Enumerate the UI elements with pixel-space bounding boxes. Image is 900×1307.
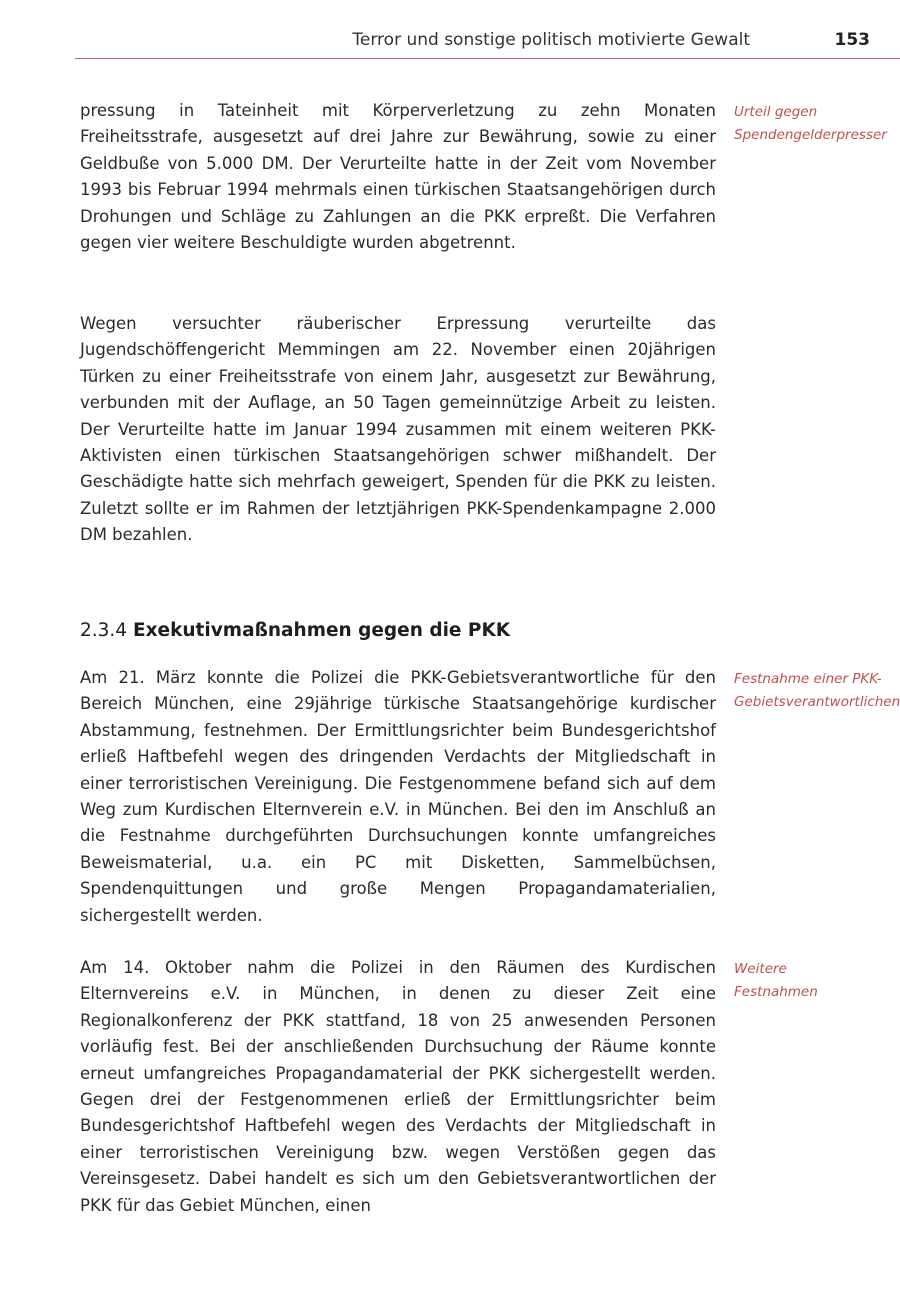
margin-note-further-arrests: Weitere Festnahmen (734, 961, 818, 1000)
margin-note-verdict: Urteil gegen Spendengelderpresser (734, 104, 887, 143)
section-title: Exekutivmaßnahmen gegen die PKK (132, 620, 511, 641)
paragraph-verdict-extortion: pressung in Tateinheit mit Körperverletzung zu zehn Monaten Freiheitsstrafe, ausgesetzt auf drei Jahre zur Bewährung, sowie zu einer Geldbuße von 5.000 DM. Der Verurteilte hatte in der Zeit vom November 1993 bis Februar 1994 mehrmals einen türkischen Staatsangehörigen durch Drohungen und Schläge zu Zahlungen an die PKK erpreßt. Die Verfahren gegen vier weitere Beschuldigte wurden abgetrennt. (80, 101, 716, 253)
section-number: 2.3.4 (80, 620, 128, 641)
margin-note-arrest: Festnahme einer PKK-Gebietsverantwortlichen (734, 671, 900, 710)
header-divider (75, 58, 900, 59)
paragraph-robbery-verdict: Wegen versuchter räuberischer Erpressung verurteilte das Jugendschöffengericht Memmingen am 22. November einen 20jährigen Türken zu einer Freiheitsstrafe von einem Jahr, ausgesetzt zur Bewährung, verbunden mit der Auflage, an 50 Tagen gemeinnützige Arbeit zu leisten. Der Verurteilte hatte im Januar 1994 zusammen mit einem weiteren PKK-Aktivisten einen türkischen Staatsangehörigen schwer mißhandelt. Der Geschädigte hatte sich mehrfach geweigert, Spenden für die PKK zu leisten. Zuletzt sollte er im Rahmen der letztjährigen PKK-Spendenkampagne 2.000 DM bezahlen. (80, 314, 716, 545)
section-heading (80, 620, 510, 641)
page-number: 153 (834, 30, 870, 50)
running-header-title: Terror und sonstige politisch motivierte Gewalt (352, 30, 750, 50)
paragraph-arrests-october: Am 14. Oktober nahm die Polizei in den Räumen des Kurdischen Elternvereins e.V. in München, in denen zu dieser Zeit eine Regionalkonferenz der PKK stattfand, 18 von 25 anwesenden Personen vorläufig fest. Bei der anschließenden Durchsuchung der Räume konnte erneut umfangreiches Propagandamaterial der PKK sichergestellt werden. Gegen drei der Festgenommenen erließ der Ermittlungsrichter beim Bundesgerichtshof Haftbefehl wegen des Verdachts der Mitgliedschaft in einer terroristischen Vereinigung bzw. wegen Verstößen gegen das Vereinsgesetz. Dabei handelt es sich um den Gebietsverantwortlichen der PKK für das Gebiet München, einen (80, 958, 716, 1215)
paragraph-arrest-march: Am 21. März konnte die Polizei die PKK-Gebietsverantwortliche für den Bereich München, eine 29jährige türkische Staatsangehörige kurdischer Abstammung, festnehmen. Der Ermittlungsrichter beim Bundesgerichtshof erließ Haftbefehl wegen des dringenden Verdachts der Mitgliedschaft in einer terroristischen Vereinigung. Die Festgenommene befand sich auf dem Weg zum Kurdischen Elternverein e.V. in München. Bei den im Anschluß an die Festnahme durchgeführten Durchsuchungen konnte umfangreiches Beweismaterial, u.a. ein PC mit Disketten, Sammelbüchsen, Spendenquittungen und große Mengen Propagandamaterialien, sichergestellt werden. (80, 668, 716, 925)
